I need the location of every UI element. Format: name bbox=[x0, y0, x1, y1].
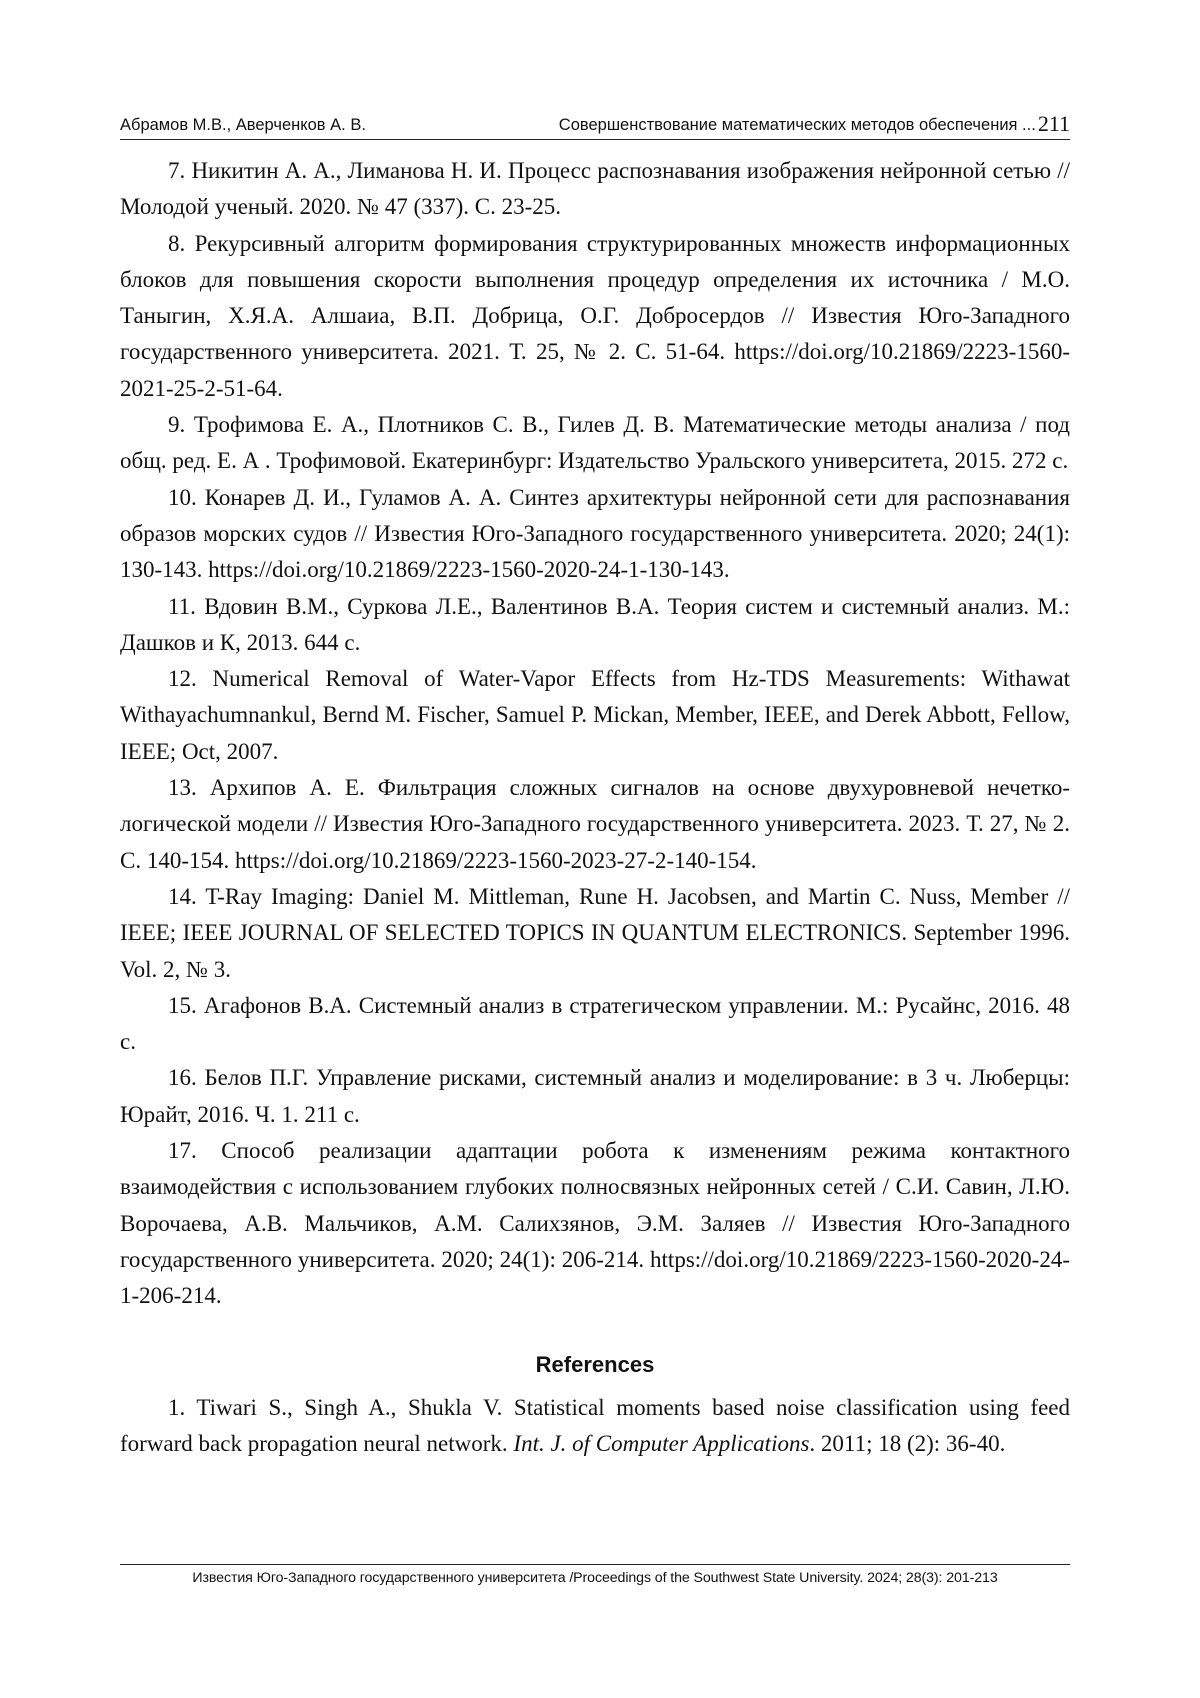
running-header bbox=[120, 108, 1070, 140]
reference-item: 13. Архипов А. Е. Фильтрация сложных сигналов на основе двухуровневой нечетко-логической модели // Известия Юго-Западного государственного университета. 2023. Т. 27, № 2. С. 140-154. https://doi.org/10.21869/2223-1560-2023-27-2-140-154. bbox=[120, 775, 1070, 873]
reference-item: 11. Вдовин В.М., Суркова Л.Е., Валентинов В.А. Теория систем и системный анализ. М.: Дашков и К, 2013. 644 с. bbox=[120, 593, 1070, 655]
reference-item: 16. Белов П.Г. Управление рисками, системный анализ и моделирование: в 3 ч. Люберцы: Юрайт, 2016. Ч. 1. 211 с. bbox=[120, 1065, 1070, 1127]
reference-item: 14. T-Ray Imaging: Daniel M. Mittleman, Rune H. Jacobsen, and Martin C. Nuss, Member // IEEE; IEEE JOURNAL OF SELECTED TOPICS IN QUANTUM ELECTRONICS. September 1996. Vol. 2, № 3. bbox=[120, 883, 1070, 982]
running-footer bbox=[120, 1564, 1070, 1587]
footer-citation: Известия Юго-Западного государственного университета /Proceedings of the Southwest State University. 2024; 28(3): 201-213 bbox=[192, 1570, 998, 1586]
page-number: 211 bbox=[1037, 111, 1070, 136]
reference-item: 8. Рекурсивный алгоритм формирования структурированных множеств информационных блоков для повышения скорости выполнения процедур определения их источника / М.О. Таныгин, Х.Я.А. Алшаиа, В.П. Добрица, О.Г. Добросердов // Известия Юго-Западного государственного университета. 2021. Т. 25, № 2. С. 51-64. https://doi.org/10.21869/2223-1560-2021-25-2-51-64. bbox=[120, 230, 1070, 401]
header-authors: Абрамов М.В., Аверченков А. В. bbox=[120, 116, 366, 134]
header-right-group bbox=[559, 113, 1070, 135]
references-heading: References bbox=[535, 1351, 655, 1377]
reference-item-en bbox=[120, 1390, 1070, 1463]
reference-text: 1. Tiwari S., Singh A., Shukla V. Statistical moments based noise classification using feed forward back propagation neural network. bbox=[120, 1394, 1070, 1456]
reference-item: 15. Агафонов В.А. Системный анализ в стратегическом управлении. М.: Русайнс, 2016. 48 с. bbox=[120, 992, 1070, 1055]
reference-text-tail: . 2011; 18 (2): 36-40. bbox=[809, 1430, 1006, 1456]
journal-name-italic: Int. J. of Computer Applications bbox=[513, 1430, 810, 1456]
reference-item: 12. Numerical Removal of Water-Vapor Effects from Hz-TDS Measurements: Withawat Withayachumnankul, Bernd M. Fischer, Samuel P. Mickan, Member, IEEE, and Derek Abbott, Fellow, IEEE; Oct, 2007. bbox=[120, 666, 1070, 764]
reference-item: 9. Трофимова Е. А., Плотников С. В., Гилев Д. В. Математические методы анализа / под общ. ред. Е. А . Трофимовой. Екатеринбург: Издательство Уральского университета, 2015. 272 с. bbox=[120, 412, 1070, 474]
reference-item: 7. Никитин А. А., Лиманова Н. И. Процесс распознавания изображения нейронной сетью // Молодой ученый. 2020. № 47 (337). С. 23-25. bbox=[120, 158, 1070, 220]
reference-list bbox=[120, 153, 1070, 1462]
header-article-title: Совершенствование математических методов обеспечения ... bbox=[558, 116, 1036, 134]
reference-item: 10. Конарев Д. И., Гуламов А. А. Синтез архитектуры нейронной сети для распознавания образов морских судов // Известия Юго-Западного государственного университета. 2020; 24(1): 130-143. https://doi.org/10.21869/2223-1560-2020-24-1-130-143. bbox=[120, 484, 1070, 583]
reference-item: 17. Способ реализации адаптации робота к изменениям режима контактного взаимодействия с использованием глубоких полносвязных нейронных сетей / С.И. Савин, Л.Ю. Ворочаева, А.В. Мальчиков, А.М. Салихзянов, Э.М. Заляев // Известия Юго-Западного государственного университета. 2020; 24(1): 206-214. https://doi.org/10.21869/2223-1560-2020-24-1-206-214. bbox=[120, 1138, 1070, 1309]
